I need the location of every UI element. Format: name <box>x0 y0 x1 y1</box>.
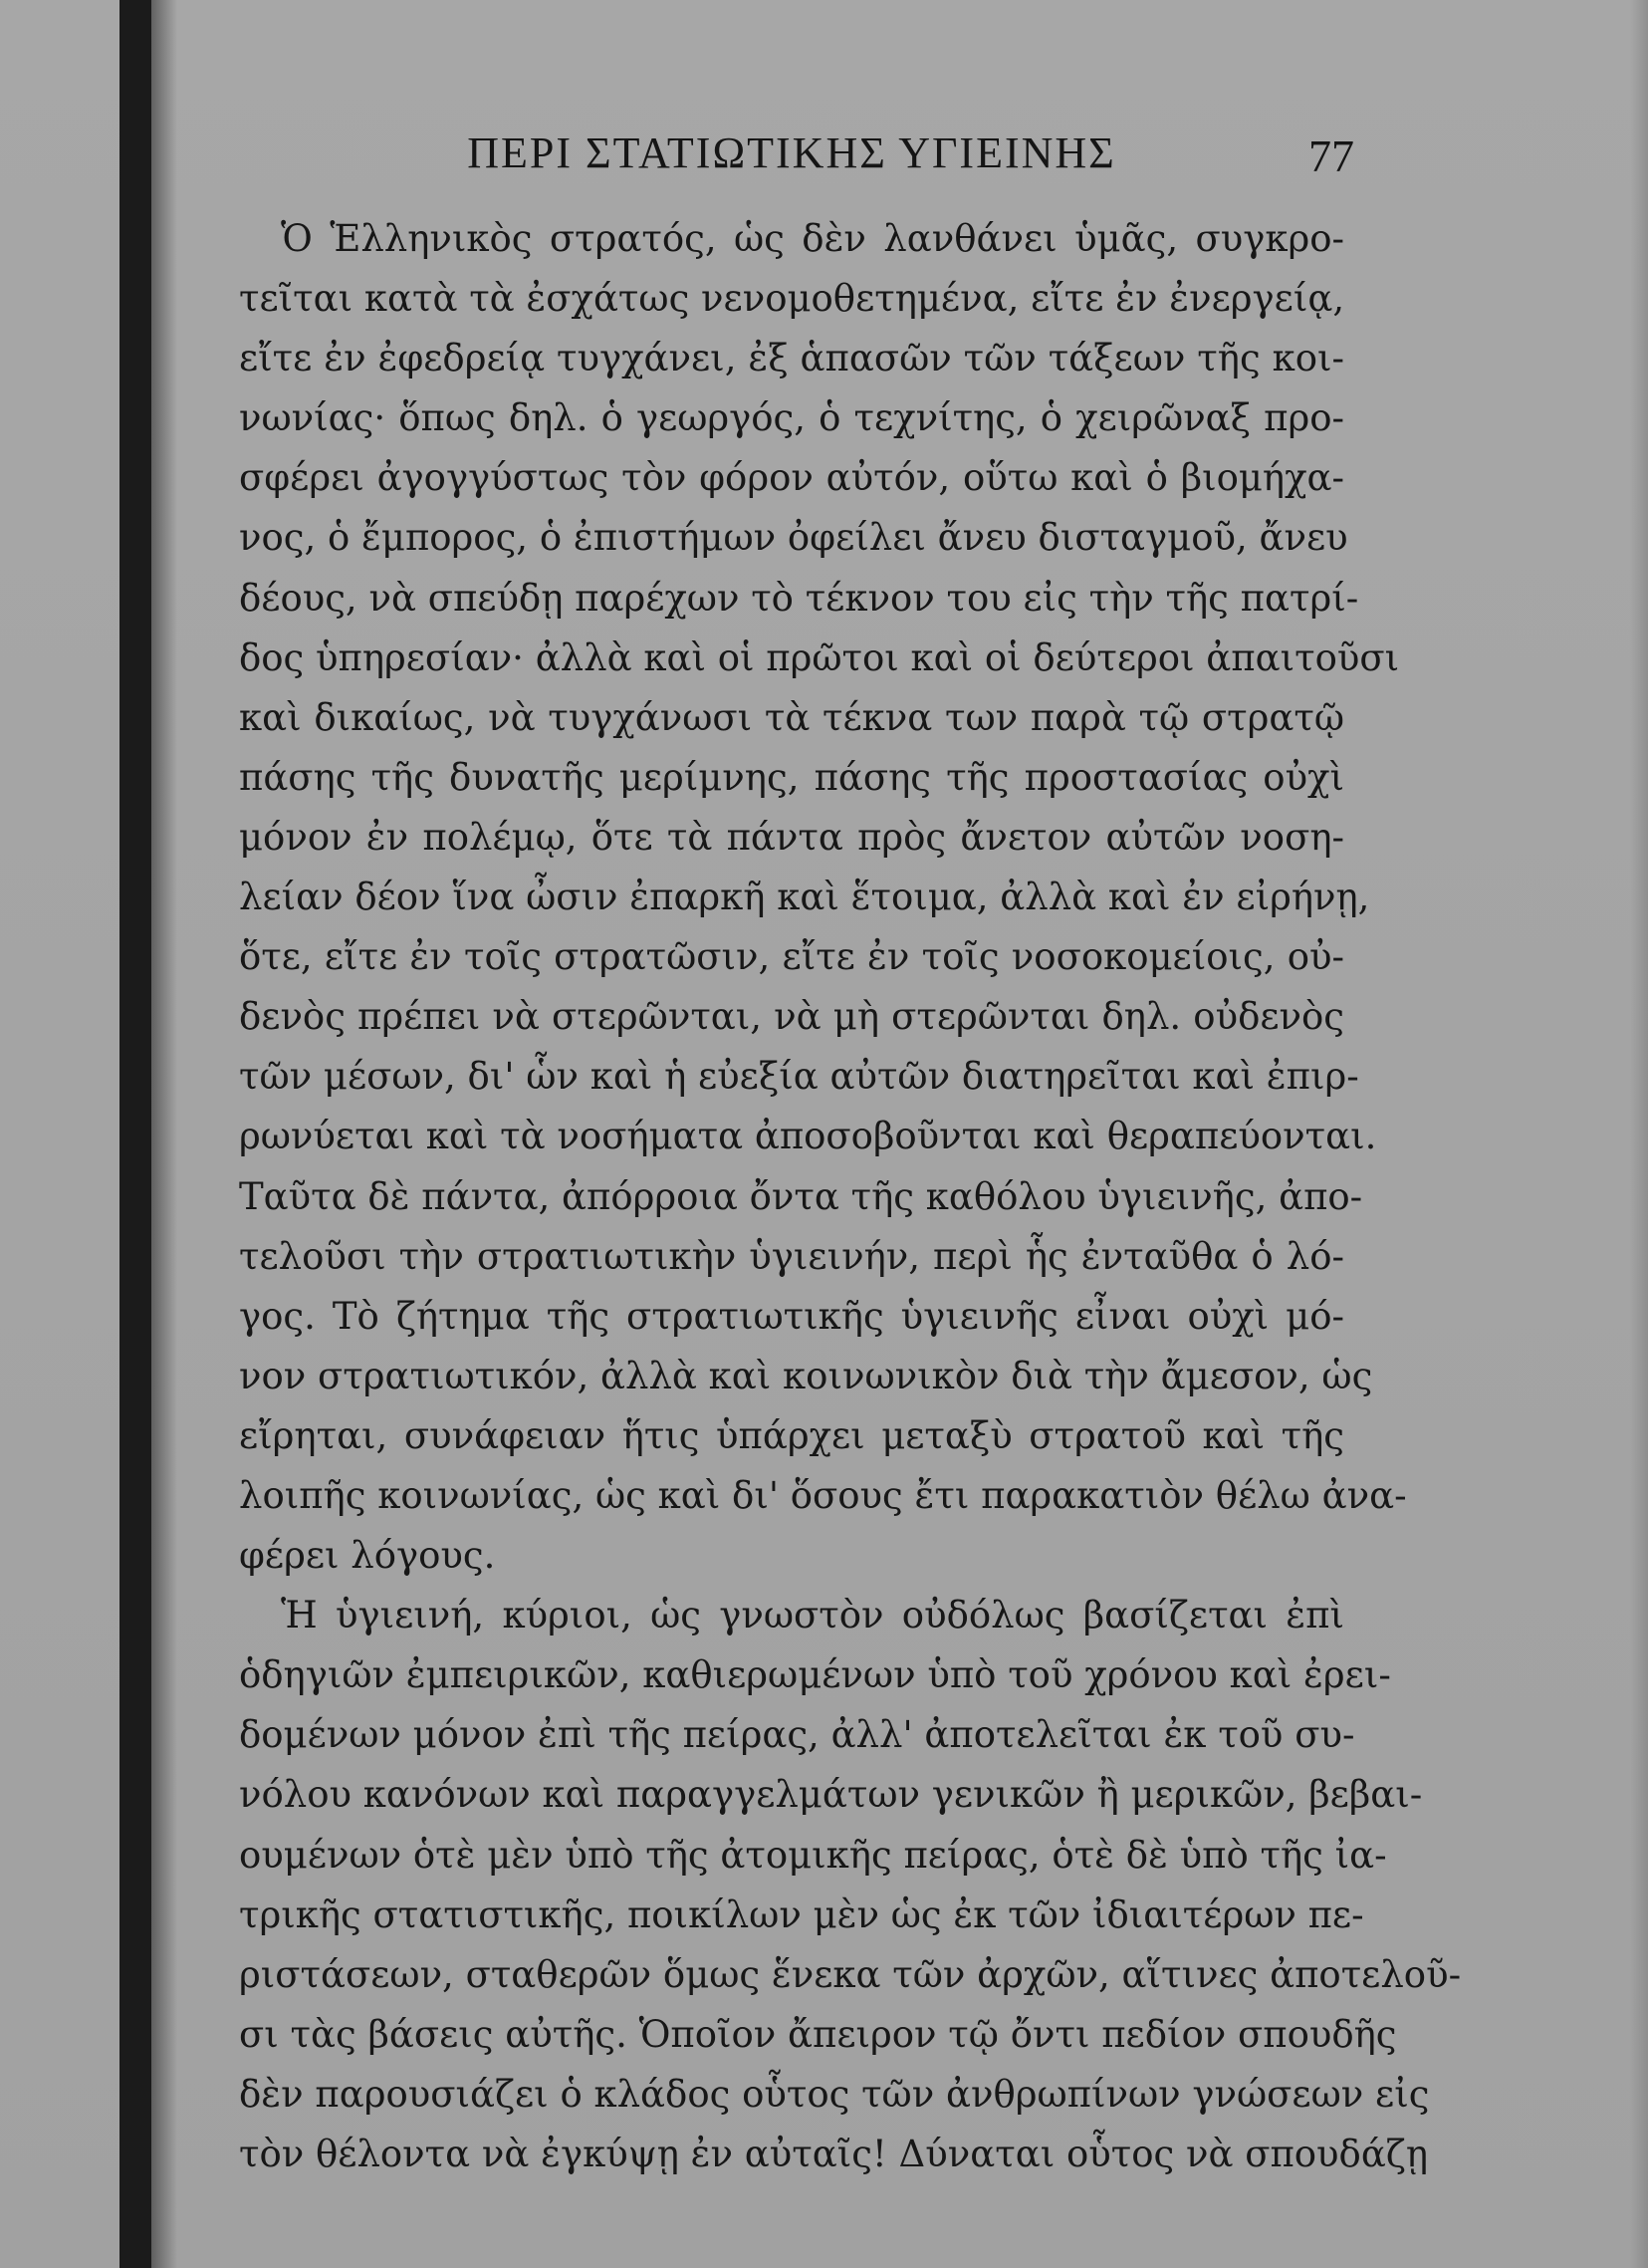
text-line: νος, ὁ ἔμπορος, ὁ ἐπιστήμων ὀφείλει ἄνευ δισταγμοῦ, ἄνευ <box>239 516 1348 560</box>
text-line: λοιπῆς κοινωνίας, ὡς καὶ δι' ὅσους ἔτι παρακατιὸν θέλω ἀνα- <box>239 1473 1407 1517</box>
text-line: δομένων μόνον ἐπὶ τῆς πείρας, ἀλλ' ἀποτελεῖται ἐκ τοῦ συ- <box>239 1713 1355 1757</box>
running-head: ΠΕΡΙ ΣΤΑΤΙΩΤΙΚΗΣ ΥΓΙΕΙΝΗΣ <box>467 128 1116 177</box>
text-line: τελοῦσι τὴν στρατιωτικὴν ὑγιεινήν, περὶ ἧς ἐνταῦθα ὁ λό- <box>239 1234 1344 1278</box>
text-line: δος ὑπηρεσίαν· ἀλλὰ καὶ οἱ πρῶτοι καὶ οἱ δεύτεροι ἀπαιτοῦσι <box>239 635 1400 679</box>
text-line: λείαν δέον ἵνα ὦσιν ἐπαρκῆ καὶ ἕτοιμα, ἀλλὰ καὶ ἐν εἰρήνῃ, <box>239 876 1370 919</box>
text-line: σφέρει ἀγογγύστως τὸν φόρον αὐτόν, οὕτω καὶ ὁ βιομήχα- <box>239 456 1344 500</box>
text-line: ρωνύεται καὶ τὰ νοσήματα ἀποσοβοῦνται καὶ θεραπεύονται. <box>239 1115 1377 1158</box>
text-line: δενὸς πρέπει νὰ στερῶνται, νὰ μὴ στερῶνται δηλ. οὐδενὸς <box>239 995 1344 1039</box>
text-line: γος. Τὸ ζήτημα τῆς στρατιωτικῆς ὑγιεινῆς εἶναι οὐχὶ μό- <box>239 1294 1344 1338</box>
gutter-shadow <box>151 0 177 2268</box>
text-line: δὲν παρουσιάζει ὁ κλάδος οὗτος τῶν ἀνθρωπίνων γνώσεων εἰς <box>239 2072 1430 2116</box>
text-line: δέους, νὰ σπεύδῃ παρέχων τὸ τέκνον του εἰς τὴν τῆς πατρί- <box>239 576 1359 620</box>
text-line: εἴτε ἐν ἐφεδρείᾳ τυγχάνει, ἐξ ἁπασῶν τῶν τάξεων τῆς κοι- <box>239 337 1344 380</box>
text-line: νωνίας· ὅπως δηλ. ὁ γεωργός, ὁ τεχνίτης, ὁ χειρῶναξ προ- <box>239 396 1344 440</box>
page-header <box>229 118 1354 197</box>
text-line: φέρει λόγους. <box>239 1534 496 1578</box>
text-line: ὁδηγιῶν ἐμπειρικῶν, καθιερωμένων ὑπὸ τοῦ χρόνου καὶ ἐρει- <box>239 1653 1391 1697</box>
text-line: μόνον ἐν πολέμῳ, ὅτε τὰ πάντα πρὸς ἄνετον αὐτῶν νοση- <box>239 815 1344 859</box>
text-line: νον στρατιωτικόν, ἀλλὰ καὶ κοινωνικὸν διὰ τὴν ἄμεσον, ὡς <box>239 1354 1373 1397</box>
text-line: νόλου κανόνων καὶ παραγγελμάτων γενικῶν ἢ μερικῶν, βεβαι- <box>239 1773 1423 1817</box>
page-number: 77 <box>1308 130 1354 181</box>
text-line: τῶν μέσων, δι' ὧν καὶ ἡ εὐεξία αὐτῶν διατηρεῖται καὶ ἐπιρ- <box>239 1055 1359 1099</box>
text-line: τὸν θέλοντα νὰ ἐγκύψῃ ἐν αὐταῖς! Δύναται οὗτος νὰ σπουδάζῃ <box>239 2133 1429 2175</box>
text-line: ριστάσεων, σταθερῶν ὅμως ἕνεκα τῶν ἀρχῶν, αἵτινες ἀποτελοῦ- <box>239 1952 1462 1996</box>
text-line: ὅτε, εἴτε ἐν τοῖς στρατῶσιν, εἴτε ἐν τοῖς νοσοκομείοις, οὐ- <box>239 935 1344 979</box>
text-line: πάσης τῆς δυνατῆς μερίμνης, πάσης τῆς προστασίας οὐχὶ <box>239 755 1344 799</box>
text-line: εἴρηται, συνάφειαν ἥτις ὑπάρχει μεταξὺ στρατοῦ καὶ τῆς <box>239 1413 1344 1457</box>
text-line: τεῖται κατὰ τὰ ἐσχάτως νενομοθετημένα, εἴτε ἐν ἐνεργείᾳ, <box>239 277 1345 321</box>
text-line: Ταῦτα δὲ πάντα, ἀπόρροια ὄντα τῆς καθόλου ὑγιεινῆς, ἀπο- <box>239 1174 1363 1218</box>
text-line: Ὁ Ἑλληνικὸς στρατός, ὡς δὲν λανθάνει ὑμᾶς, συγκρο- <box>281 217 1344 260</box>
text-line: Ἡ ὑγιεινή, κύριοι, ὡς γνωστὸν οὐδόλως βασίζεται ἐπὶ <box>281 1594 1344 1638</box>
page-edge-shadow <box>1630 0 1648 2268</box>
text-line: καὶ δικαίως, νὰ τυγχάνωσι τὰ τέκνα των παρὰ τῷ στρατῷ <box>239 695 1344 739</box>
text-line: τρικῆς στατιστικῆς, ποικίλων μὲν ὡς ἐκ τῶν ἰδιαιτέρων πε- <box>239 1892 1364 1936</box>
text-line: σι τὰς βάσεις αὐτῆς. Ὁποῖον ἄπειρον τῷ ὄντι πεδίον σπουδῆς <box>239 2012 1397 2056</box>
body-text <box>239 209 1462 2184</box>
text-line: ουμένων ὁτὲ μὲν ὑπὸ τῆς ἀτομικῆς πείρας, ὁτὲ δὲ ὑπὸ τῆς ἰα- <box>239 1833 1387 1877</box>
binding-gutter <box>119 0 151 2268</box>
